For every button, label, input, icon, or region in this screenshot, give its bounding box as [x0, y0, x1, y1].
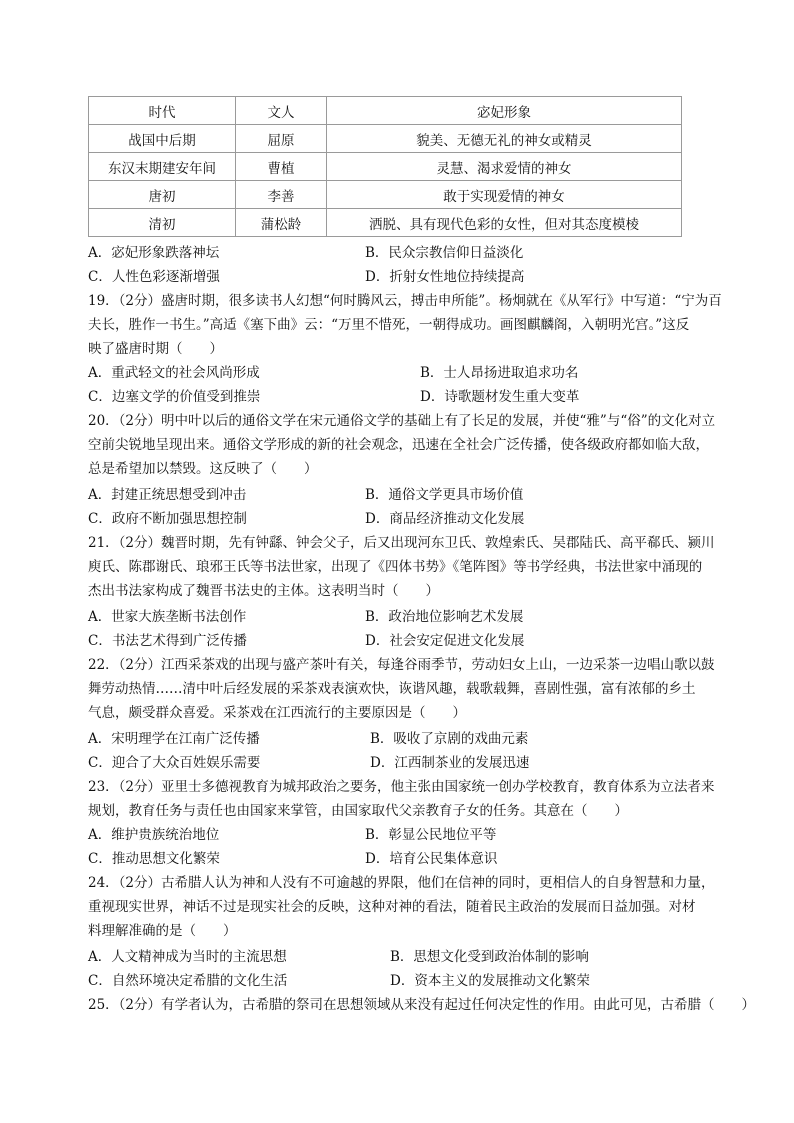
table-header-cell: 宓妃形象	[327, 97, 682, 125]
question-text-line: 20．（2分）明中叶以后的通俗文学在宋元通俗文学的基础上有了长足的发展，并使“雅”与“俗”的文化对立	[88, 413, 716, 429]
option-b: B．吸收了京剧的戏曲元素	[370, 731, 529, 747]
table-cell: 貌美、无德无礼的神女或精灵	[327, 125, 682, 153]
option-a: A．维护贵族统治地位	[88, 827, 220, 843]
option-b: B．民众宗教信仰日益淡化	[365, 245, 524, 261]
table-header-cell: 时代	[89, 97, 236, 125]
table-cell: 洒脱、具有现代色彩的女性，但对其态度模棱	[327, 209, 682, 237]
question-text-line: 气息，颇受群众喜爱。采茶戏在江西流行的主要原因是（ ）	[88, 705, 466, 721]
question-text-line: 23．（2分）亚里士多德视教育为城邦政治之要务，他主张由国家统一创办学校教育，教育体系为立法者来	[88, 779, 715, 795]
question-24	[88, 871, 722, 943]
option-a: A．重武轻文的社会风尚形成	[88, 365, 260, 381]
table-header-row	[89, 97, 682, 125]
option-b: B．通俗文学更具市场价值	[365, 487, 524, 503]
option-b: B．士人昂扬进取追求功名	[420, 365, 579, 381]
question-20	[88, 409, 722, 481]
option-b: B．彰显公民地位平等	[365, 827, 497, 843]
table-cell: 战国中后期	[89, 125, 236, 153]
question-25	[88, 993, 756, 1017]
table-cell: 屈原	[236, 125, 327, 153]
question-text-line: 舞劳动热情……清中叶后经发展的采茶戏表演欢快，诙谐风趣，载歌载舞，喜剧性强，富有浓郁的乡土	[88, 681, 696, 697]
option-c: C．迎合了大众百姓娱乐需要	[88, 755, 261, 771]
option-a: A．封建正统思想受到冲击	[88, 487, 247, 503]
option-a: A．世家大族垄断书法创作	[88, 609, 247, 625]
question-text-line: 映了盛唐时期（ ）	[88, 341, 223, 357]
table-row	[89, 125, 682, 153]
table-cell: 清初	[89, 209, 236, 237]
table-cell: 唐初	[89, 181, 236, 209]
question-text-line: 21．（2分）魏晋时期，先有钟繇、钟会父子，后又出现河东卫氏、敦煌索氏、吴郡陆氏、高平郗氏、颍川	[88, 535, 715, 551]
question-text-line: 杰出书法家构成了魏晋书法史的主体。这表明当时（ ）	[88, 583, 439, 599]
question-text-line: 空前尖锐地呈现出来。通俗文学形成的新的社会观念，迅速在全社会广泛传播，使各级政府都如临大敌，	[88, 437, 709, 453]
table-cell: 东汉末期建安年间	[89, 153, 236, 181]
option-d: D．诗歌题材发生重大变革	[420, 389, 580, 405]
option-b: B．思想文化受到政治体制的影响	[390, 949, 589, 965]
question-text-line: 总是希望加以禁毁。这反映了（ ）	[88, 461, 318, 477]
option-a: A．宋明理学在江南广泛传播	[88, 731, 260, 747]
table-row	[89, 181, 682, 209]
option-c: C．政府不断加强思想控制	[88, 511, 247, 527]
question-22	[88, 653, 722, 725]
option-b: B．政治地位影响艺术发展	[365, 609, 524, 625]
option-c: C．推动思想文化繁荣	[88, 851, 220, 867]
question-text-line: 19．（2分）盛唐时期，很多读书人幻想“何时腾风云，搏击申所能”。杨炯就在《从军行》中写道：“宁为百	[88, 293, 722, 309]
question-21	[88, 531, 722, 603]
table-cell: 灵慧、渴求爱情的神女	[327, 153, 682, 181]
table-row	[89, 153, 682, 181]
question-19	[88, 289, 722, 361]
question-text-line: 24．（2分）古希腊人认为神和人没有不可逾越的界限，他们在信神的同时，更相信人的自身智慧和力量，	[88, 875, 715, 891]
option-c: C．人性色彩逐渐增强	[88, 269, 220, 285]
option-d: D．培育公民集体意识	[365, 851, 498, 867]
option-d: D．社会安定促进文化发展	[365, 633, 525, 649]
table-header-cell: 文人	[236, 97, 327, 125]
question-text-line: 夫长，胜作一书生。”高适《塞下曲》云：“万里不惜死，一朝得成功。画图麒麟阁，入朝明光宫。”这反	[88, 317, 690, 333]
option-a: A．人文精神成为当时的主流思想	[88, 949, 287, 965]
option-a: A．宓妃形象跌落神坛	[88, 245, 220, 261]
table-cell: 蒲松龄	[236, 209, 327, 237]
question-text-line: 25．（2分）有学者认为，古希腊的祭司在思想领域从来没有起过任何决定性的作用。由此可见，古希腊（ ）	[88, 997, 756, 1013]
option-d: D．商品经济推动文化发展	[365, 511, 525, 527]
question-text-line: 庾氏、陈郡谢氏、琅邪王氏等书法世家，出现了《四体书势》《笔阵图》等书学经典，书法世家中涌现的	[88, 559, 703, 575]
table-cell: 敢于实现爱情的神女	[327, 181, 682, 209]
table-row	[89, 209, 682, 237]
goddess-image-table	[88, 96, 682, 237]
table-cell: 李善	[236, 181, 327, 209]
option-c: C．书法艺术得到广泛传播	[88, 633, 247, 649]
table-cell: 曹植	[236, 153, 327, 181]
question-text-line: 重视现实世界，神话不过是现实社会的反映，这种对神的看法，随着民主政治的发展而日益加强。对材	[88, 899, 696, 915]
question-text-line: 22．（2分）江西采茶戏的出现与盛产茶叶有关，每逢谷雨季节，劳动妇女上山，一边采茶一边唱山歌以鼓	[88, 657, 715, 673]
option-d: D．资本主义的发展推动文化繁荣	[390, 973, 590, 989]
option-d: D．江西制茶业的发展迅速	[370, 755, 530, 771]
option-d: D．折射女性地位持续提高	[365, 269, 525, 285]
question-23	[88, 775, 722, 823]
question-text-line: 料理解准确的是（ ）	[88, 923, 237, 939]
option-c: C．自然环境决定希腊的文化生活	[88, 973, 288, 989]
question-text-line: 规划，教育任务与责任也由国家来掌管，由国家取代父亲教育子女的任务。其意在（ ）	[88, 803, 628, 819]
option-c: C．边塞文学的价值受到推崇	[88, 389, 261, 405]
